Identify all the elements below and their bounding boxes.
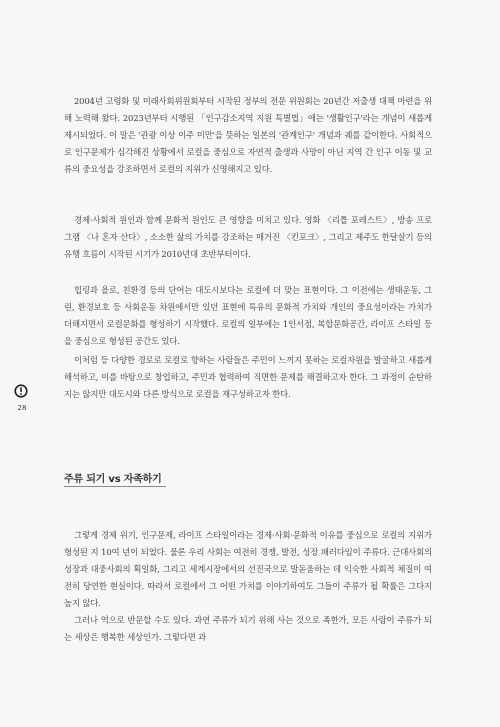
heading-underline <box>64 486 166 487</box>
body-paragraph-4: 이처럼 등 다양한 경로로 로컬로 향하는 사람들은 주민이 느끼지 못하는 로컬자원을 발굴하고 새롭게 해석하고, 이를 바탕으로 창업하고, 주민과 협력하여 직면한 문제를 해결하고자 한다. 그 과정이 순탄하지는 않지만 대도시와 다른 방식으로 로컬을 재구성하고자 한다. <box>64 355 432 399</box>
body-paragraph-5: 그렇게 경제 위기, 인구문제, 라이프 스타일이라는 경제·사회·문화적 이유를 중심으로 로컬의 지위가 형성된 지 10여 년이 되었다. 물론 우리 사회는 여전히 경쟁, 발전, 성장 패러다임이 주류다. 근대사회의 성장과 대중사회의 획일화, 그리고 세계시장에서의 선진국으로 발돋움하는 데 익숙한 사회적 체질이 여전히 당연한 현실이다. 따라서 로컬에서 그 어떤 가치를 이야기하여도 그들이 주류가 될 확률은 그다지 높지 않다. <box>64 530 432 608</box>
body-paragraph-3: 힙링과 욜로, 친환경 등의 단어는 대도시보다는 로컬에 더 맞는 표현이다. 그 이전에는 생태운동, 그린, 환경보호 등 사회운동 차원에서만 있던 표현에 특유의 문화적 가치와 개인의 중요성이라는 가치가 더해지면서 로컬문화를 형성하기 시작했다. 로컬의 일부에는 1인서점, 복합문화공간, 라이프 스타일 등을 중심으로 형성된 공간도 있다. <box>64 285 432 346</box>
body-paragraph-6: 그러나 역으로 반문할 수도 있다. 과연 주류가 되기 위해 사는 것으로 족한가, 모든 사람이 주류가 되는 세상은 행복한 세상인가. 그렇다면 과 <box>64 615 432 642</box>
section-heading: 주류 되기 vs 자족하기 <box>64 474 162 485</box>
page-number: 28 <box>17 404 27 412</box>
body-paragraph-2: 경제·사회적 원인과 함께 문화적 원인도 큰 영향을 미치고 있다. 영화 〈리틀 포레스트〉, 방송 프로그램 〈나 혼자 산다〉, 소소한 삶의 가치를 강조하는 매거진 〈킨포크〉, 그리고 제주도 한달살기 등의 유행 흐름이 시작된 시기가 2010년대 초반부터이다. <box>64 215 432 259</box>
exclamation-circle-icon <box>14 383 28 397</box>
body-paragraph-1: 2004년 고령화 및 미래사회위원회부터 시작된 정부의 전문 위원회는 20년간 저출생 대책 마련을 위해 노력해 왔다. 2023년부터 시행된 「인구감소지역 지원 특별법」에는 '생활인구'라는 개념이 새롭게 제시되었다. 이 말은 '관광 이상 이주 미만'을 뜻하는 일본의 '관계인구' 개념과 궤를 같이한다. 사회적으로 인구문제가 심각해진 상황에서 로컬을 중심으로 자연적 출생과 사망이 아닌 지역 간 인구 이동 및 교류의 중요성을 강조하면서 로컬의 지위가 신명해지고 있다. <box>64 96 432 174</box>
